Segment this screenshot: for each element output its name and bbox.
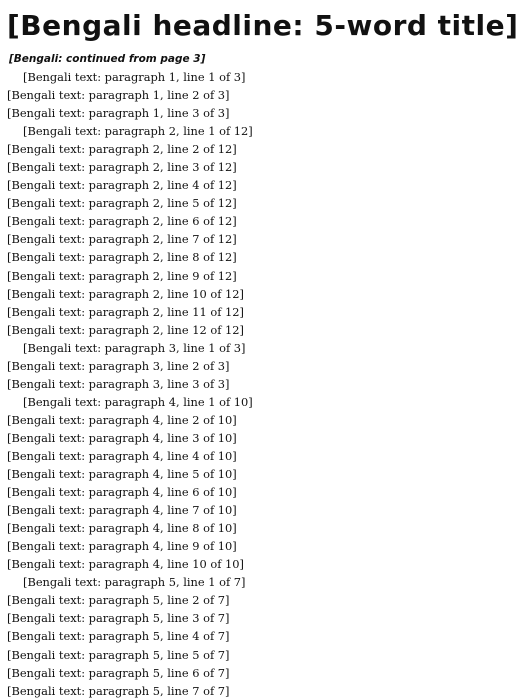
article-text-line: [Bengali text: paragraph 2, line 5 of 12]	[7, 196, 237, 211]
article-text-line: [Bengali text: paragraph 5, line 4 of 7]	[7, 629, 230, 644]
article-text-line: [Bengali text: paragraph 2, line 11 of 12]	[7, 304, 244, 319]
article-paragraph	[7, 68, 459, 122]
article-text-line: [Bengali text: paragraph 2, line 7 of 12]	[7, 232, 237, 247]
article-text-line: [Bengali text: paragraph 3, line 1 of 3]	[23, 340, 246, 355]
article-paragraph	[7, 339, 459, 393]
article-text-line: [Bengali text: paragraph 2, line 12 of 12]	[7, 322, 244, 337]
article-text-line: [Bengali text: paragraph 4, line 1 of 10]	[23, 394, 253, 409]
article-text-line: [Bengali text: paragraph 2, line 10 of 12]	[7, 286, 244, 301]
article-text-line: [Bengali text: paragraph 4, line 2 of 10]	[7, 412, 237, 427]
article-paragraph	[7, 122, 459, 339]
article-text-line: [Bengali text: paragraph 2, line 6 of 12]	[7, 214, 237, 229]
article-text-line: [Bengali text: paragraph 2, line 8 of 12]	[7, 250, 237, 265]
headline: [Bengali headline: 5-word title]	[7, 9, 518, 42]
article-text-line: [Bengali text: paragraph 4, line 5 of 10]	[7, 467, 237, 482]
article-text-line: [Bengali text: paragraph 1, line 2 of 3]	[7, 88, 230, 103]
continued-from-label: [Bengali: continued from page 3]	[9, 53, 206, 65]
article-text-line: [Bengali text: paragraph 2, line 9 of 12]	[7, 268, 237, 283]
article-text-line: [Bengali text: paragraph 5, line 1 of 7]	[23, 575, 246, 590]
article-text-line: [Bengali text: paragraph 2, line 4 of 12]	[7, 178, 237, 193]
article-text-line: [Bengali text: paragraph 5, line 5 of 7]	[7, 647, 230, 662]
article-body	[7, 68, 459, 700]
article-text-line: [Bengali text: paragraph 3, line 3 of 3]	[7, 376, 230, 391]
article-text-line: [Bengali text: paragraph 2, line 3 of 12]	[7, 160, 237, 175]
article-text-line: [Bengali text: paragraph 4, line 6 of 10]	[7, 485, 237, 500]
newspaper-clipping	[0, 4, 518, 700]
article-text-line: [Bengali text: paragraph 5, line 7 of 7]	[7, 683, 230, 698]
article-text-line: [Bengali text: paragraph 4, line 8 of 10]	[7, 521, 237, 536]
article-text-line: [Bengali text: paragraph 1, line 3 of 3]	[7, 106, 230, 121]
article-text-line: [Bengali text: paragraph 5, line 3 of 7]	[7, 611, 230, 626]
article-paragraph	[7, 393, 459, 573]
article-text-line: [Bengali text: paragraph 4, line 9 of 10]	[7, 539, 237, 554]
article-text-line: [Bengali text: paragraph 5, line 2 of 7]	[7, 593, 230, 608]
article-text-line: [Bengali text: paragraph 4, line 7 of 10]	[7, 503, 237, 518]
article-text-line: [Bengali text: paragraph 4, line 3 of 10]	[7, 430, 237, 445]
article-text-line: [Bengali text: paragraph 4, line 10 of 10]	[7, 557, 244, 572]
article-text-line: [Bengali text: paragraph 4, line 4 of 10]	[7, 448, 237, 463]
article-text-line: [Bengali text: paragraph 2, line 2 of 12]	[7, 142, 237, 157]
article-text-line: [Bengali text: paragraph 5, line 6 of 7]	[7, 665, 230, 680]
article-text-line: [Bengali text: paragraph 1, line 1 of 3]	[23, 70, 246, 84]
article-text-line: [Bengali text: paragraph 3, line 2 of 3]	[7, 358, 230, 373]
article-text-line: [Bengali text: paragraph 2, line 1 of 12]	[23, 124, 253, 139]
article-paragraph	[7, 573, 459, 699]
